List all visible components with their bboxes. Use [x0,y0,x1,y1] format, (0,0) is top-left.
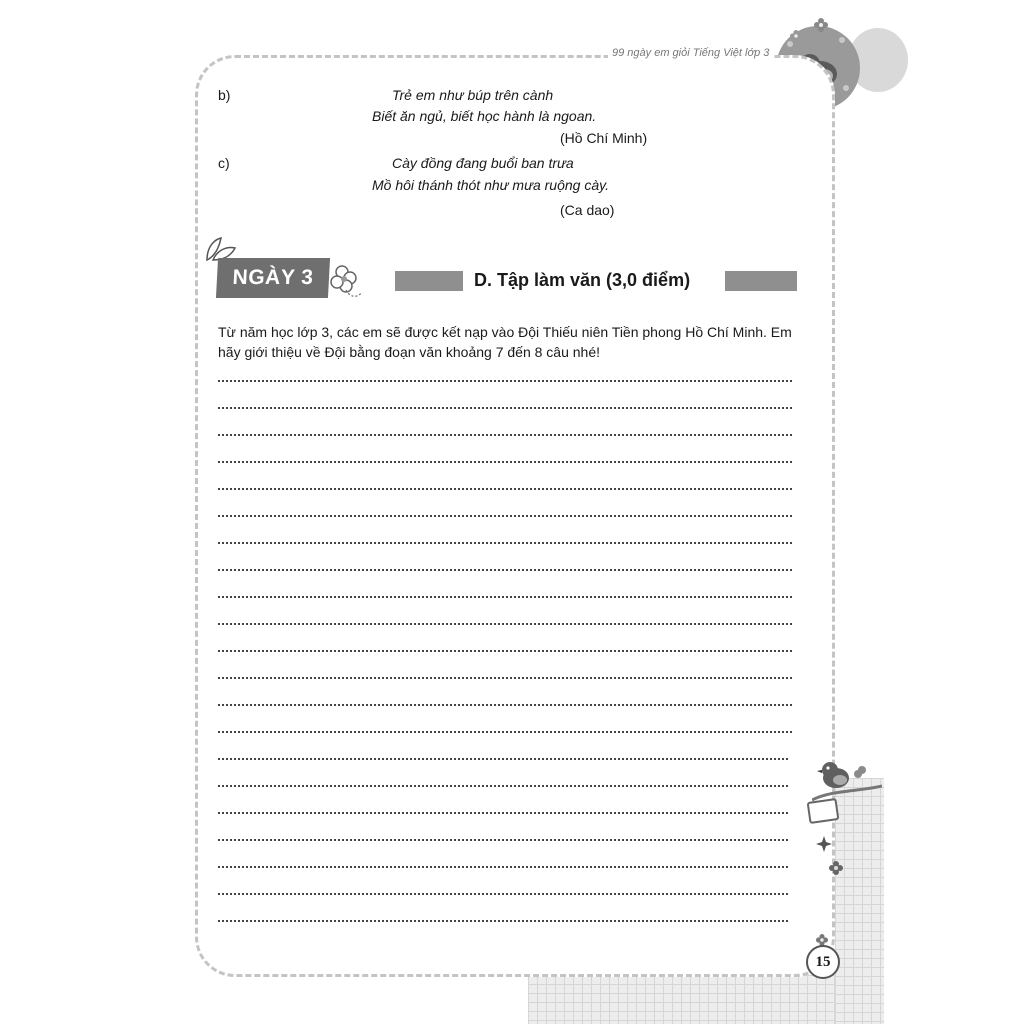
book-title: 99 ngày em giỏi Tiếng Việt lớp 3 [608,47,773,59]
poem-c-line-1: Cày đồng đang buổi ban trưa [392,155,574,171]
star-flower-icon [816,836,832,852]
page-number: 15 [806,945,840,979]
writing-line [218,650,792,652]
poem-c-source: (Ca dao) [560,202,615,218]
flower-icon [326,262,366,302]
writing-line [218,731,792,733]
writing-line [218,434,792,436]
writing-line [218,812,788,814]
writing-line [218,515,792,517]
writing-line [218,542,792,544]
writing-line [218,596,792,598]
writing-line [218,677,792,679]
poem-c-line-2: Mồ hôi thánh thót như mưa ruộng cày. [372,177,609,193]
writing-line [218,704,792,706]
writing-line [218,893,788,895]
flower-icon [790,30,802,42]
hanging-sign [807,798,840,824]
writing-line [218,758,788,760]
title-bar-right [725,271,797,291]
poem-b-line-1: Trẻ em như búp trên cành [392,87,554,103]
writing-line [218,380,792,382]
poem-c-label: c) [218,155,230,171]
title-bar-left [395,271,463,291]
flower-icon [814,18,828,32]
section-title: D. Tập làm văn (3,0 điểm) [474,270,691,290]
writing-line [218,785,788,787]
writing-line [218,920,788,922]
poem-b-source: (Hồ Chí Minh) [560,130,648,146]
exercise-prompt: Từ năm học lớp 3, các em sẽ được kết nạp vào Đội Thiếu niên Tiền phong Hồ Chí Minh. Em hãy giới thiệu về Đội bằng đoạn văn khoảng 7 đến 8 câu nhé! [218,324,792,360]
grid-background-right [835,778,884,1024]
day-badge-label: NGÀY 3 [232,266,315,289]
writing-line [218,488,792,490]
writing-line [218,839,788,841]
flower-icon [829,861,843,875]
bird-icon [812,756,882,806]
day-badge [216,258,330,298]
grid-background-bottom [528,975,884,1024]
writing-line [218,623,792,625]
writing-line [218,461,792,463]
writing-line [218,407,792,409]
writing-line [218,866,788,868]
poem-b-line-2: Biết ăn ngủ, biết học hành là ngoan. [372,108,597,124]
poem-b-label: b) [218,87,231,103]
writing-line [218,569,792,571]
